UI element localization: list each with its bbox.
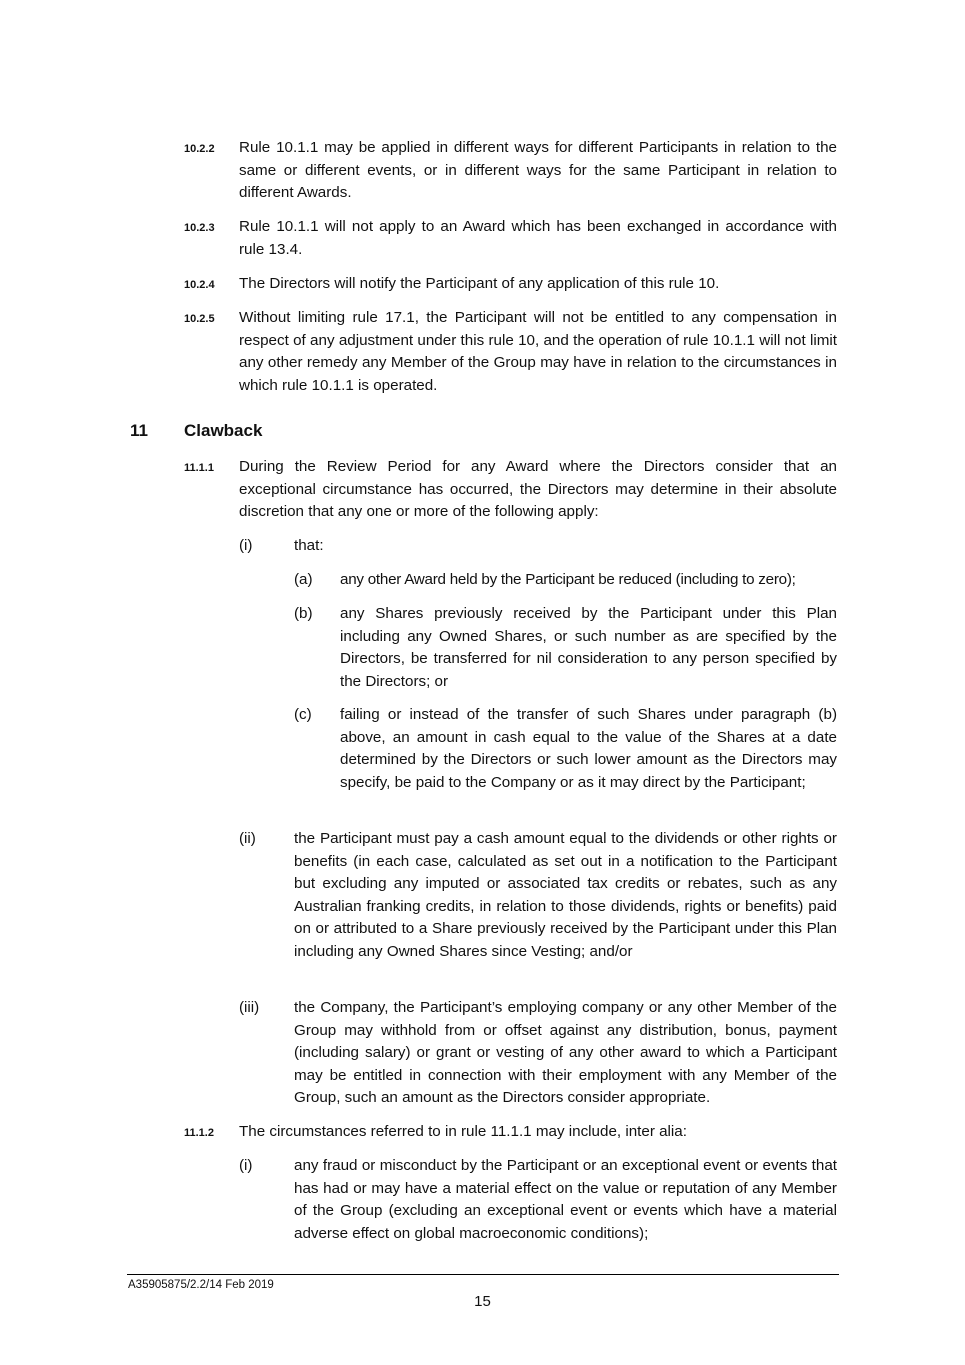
sub-item-text: the Participant must pay a cash amount equal to the dividends or other rights or benefits (in each case, calculated as set out in a notification to the Participant but excluding any imputed or associated tax credits or rebates, such as any Australian franking credits, in relation to those dividends, rights or benefits) paid on or attributed to a Share previously received by the Participant under this Plan including any Owned Shares since Vesting; and/or — [294, 830, 837, 960]
clause-text: Rule 10.1.1 will not apply to an Award which has been exchanged in accordance with rule 13.4. — [239, 218, 837, 258]
sub-sub-item-label: (c) — [294, 706, 312, 723]
sub-sub-item-text: any Shares previously received by the Participant under this Plan including any Owned Shares, or such number as are specified by the Directors, be transferred for nil consideration to any person specified by the Directors; or — [340, 605, 837, 690]
sub-item-text: the Company, the Participant’s employing company or any other Member of the Group may withhold from or offset against any distribution, bonus, payment (including salary) or grant or vesting of any other award to which a Participant may be entitled in connection with their employment with any Member of the Group, such an amount as the Directors consider appropriate. — [294, 999, 837, 1107]
clause-number: 10.2.2 — [184, 143, 215, 155]
clause-number: 11.1.2 — [184, 1127, 214, 1139]
sub-item-label: (i) — [239, 1157, 253, 1174]
sub-sub-item-label: (b) — [294, 605, 313, 622]
sub-item-label: (ii) — [239, 830, 256, 847]
sub-sub-item-text: any other Award held by the Participant be reduced (including to zero); — [340, 571, 796, 588]
sub-sub-item-text: failing or instead of the transfer of such Shares under paragraph (b) above, an amount in cash equal to the value of the Shares at a date determined by the Directors or such lower amount as the Directors may specify, be paid to the Company or as it may direct by the Participant; — [340, 706, 837, 791]
clause-number: 10.2.3 — [184, 222, 215, 234]
clause-text: During the Review Period for any Award where the Directors consider that an exceptional circumstance has occurred, the Directors may determine in their absolute discretion that any one or more of the following apply: — [239, 458, 837, 521]
section-number: 11 — [130, 421, 148, 440]
clause-text: The circumstances referred to in rule 11.1.1 may include, inter alia: — [239, 1123, 687, 1140]
document-reference: A35905875/2.2/14 Feb 2019 — [128, 1279, 274, 1291]
clause-text: The Directors will notify the Participant of any application of this rule 10. — [239, 275, 720, 292]
sub-sub-item-label: (a) — [294, 571, 313, 588]
page-number: 15 — [474, 1293, 491, 1310]
footer-divider — [127, 1274, 839, 1275]
sub-item-text: any fraud or misconduct by the Participant or an exceptional event or events that has had or may have a material effect on the value or reputation of any Member of the Group (excluding an exceptional event or events which have a material adverse effect on global macroeconomic conditions); — [294, 1157, 837, 1242]
sub-item-text: that: — [294, 537, 324, 554]
sub-item-label: (i) — [239, 537, 253, 554]
clause-number: 10.2.5 — [184, 313, 215, 325]
clause-text: Rule 10.1.1 may be applied in different ways for different Participants in relation to the same or different events, or in different ways for the same Participant in relation to different Awards. — [239, 139, 837, 202]
sub-item-label: (iii) — [239, 999, 260, 1016]
clause-number: 10.2.4 — [184, 279, 215, 291]
clause-text: Without limiting rule 17.1, the Participant will not be entitled to any compensation in respect of any adjustment under this rule 10, and the operation of rule 10.1.1 will not limit any other remedy any Member of the Group may have in relation to the circumstances in which rule 10.1.1 is operated. — [239, 309, 837, 394]
section-title: Clawback — [184, 421, 263, 440]
clause-number: 11.1.1 — [184, 462, 214, 474]
